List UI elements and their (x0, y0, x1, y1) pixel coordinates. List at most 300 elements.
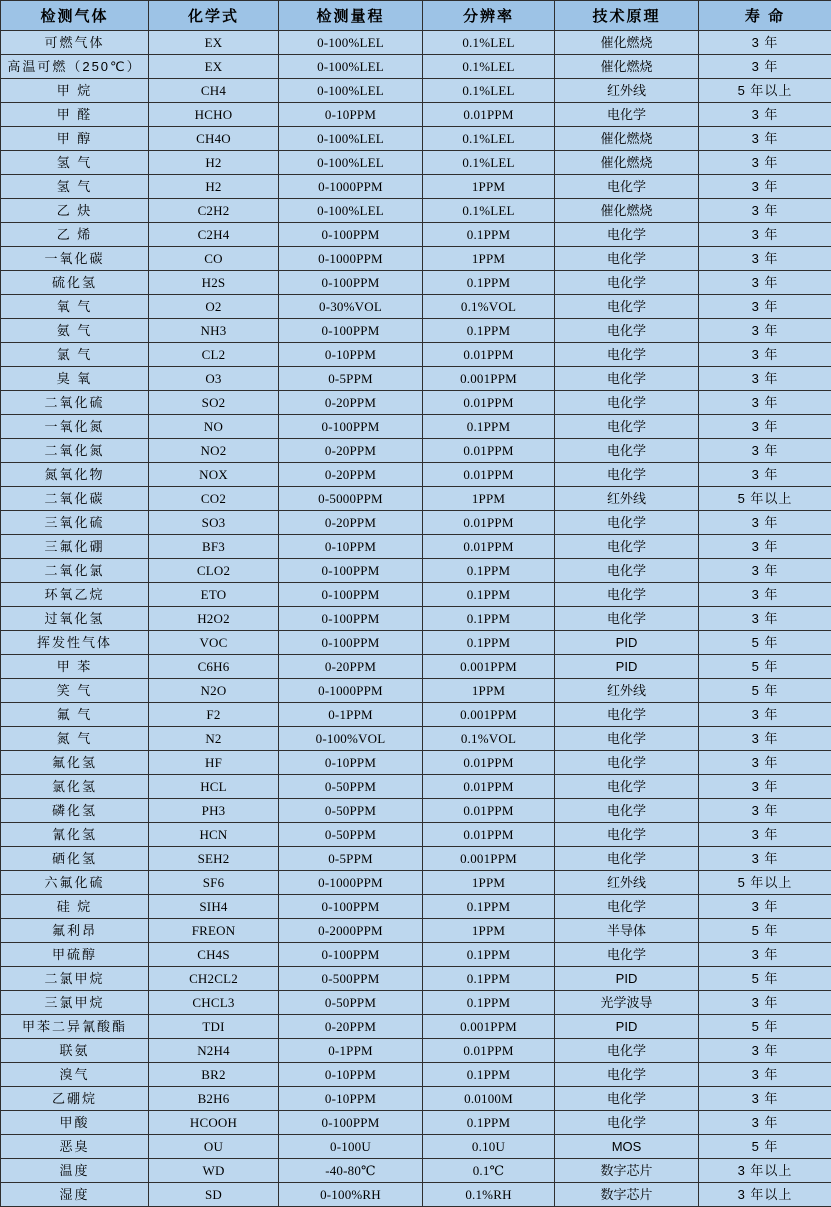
table-row (1, 175, 831, 199)
column-header-lifespan: 寿 命 (699, 1, 831, 31)
lifespan-cell: 3 年 (699, 55, 831, 79)
lifespan-cell: 5 年以上 (699, 487, 831, 511)
gas-name-cell: 甲酸 (1, 1111, 149, 1135)
technical-principle-cell: 电化学 (555, 1039, 699, 1063)
table-row (1, 607, 831, 631)
table-row (1, 583, 831, 607)
chemical-formula-cell: NH3 (149, 319, 279, 343)
resolution-cell: 0.01PPM (423, 1039, 555, 1063)
detection-range-cell: 0-5PPM (279, 847, 423, 871)
resolution-cell: 0.1PPM (423, 607, 555, 631)
resolution-cell: 0.1PPM (423, 1111, 555, 1135)
lifespan-cell: 5 年以上 (699, 79, 831, 103)
table-row (1, 223, 831, 247)
chemical-formula-cell: H2 (149, 151, 279, 175)
detection-range-cell: 0-100%LEL (279, 127, 423, 151)
table-header-row (1, 1, 831, 31)
technical-principle-cell: 红外线 (555, 487, 699, 511)
gas-name-cell: 硅 烷 (1, 895, 149, 919)
lifespan-cell: 5 年 (699, 1015, 831, 1039)
technical-principle-cell: 催化燃烧 (555, 31, 699, 55)
table-row (1, 775, 831, 799)
resolution-cell: 1PPM (423, 487, 555, 511)
chemical-formula-cell: PH3 (149, 799, 279, 823)
technical-principle-cell: 电化学 (555, 751, 699, 775)
lifespan-cell: 3 年 (699, 271, 831, 295)
table-row (1, 1183, 831, 1207)
resolution-cell: 0.001PPM (423, 367, 555, 391)
chemical-formula-cell: VOC (149, 631, 279, 655)
table-row (1, 199, 831, 223)
lifespan-cell: 3 年 (699, 775, 831, 799)
gas-name-cell: 二氧化硫 (1, 391, 149, 415)
detection-range-cell: 0-100PPM (279, 223, 423, 247)
resolution-cell: 0.1PPM (423, 631, 555, 655)
technical-principle-cell: 电化学 (555, 703, 699, 727)
resolution-cell: 0.10U (423, 1135, 555, 1159)
table-row (1, 271, 831, 295)
lifespan-cell: 3 年 (699, 295, 831, 319)
gas-name-cell: 甲硫醇 (1, 943, 149, 967)
lifespan-cell: 5 年以上 (699, 871, 831, 895)
detection-range-cell: 0-10PPM (279, 1087, 423, 1111)
technical-principle-cell: 半导体 (555, 919, 699, 943)
detection-range-cell: 0-20PPM (279, 1015, 423, 1039)
lifespan-cell: 3 年 (699, 727, 831, 751)
resolution-cell: 0.1%LEL (423, 127, 555, 151)
chemical-formula-cell: HF (149, 751, 279, 775)
gas-name-cell: 恶臭 (1, 1135, 149, 1159)
lifespan-cell: 3 年 (699, 343, 831, 367)
resolution-cell: 0.1PPM (423, 895, 555, 919)
table-row (1, 871, 831, 895)
gas-name-cell: 溴气 (1, 1063, 149, 1087)
chemical-formula-cell: O3 (149, 367, 279, 391)
column-header-chemical-formula: 化学式 (149, 1, 279, 31)
chemical-formula-cell: B2H6 (149, 1087, 279, 1111)
gas-name-cell: 挥发性气体 (1, 631, 149, 655)
table-row (1, 55, 831, 79)
chemical-formula-cell: SO2 (149, 391, 279, 415)
table-row (1, 847, 831, 871)
gas-name-cell: 笑 气 (1, 679, 149, 703)
detection-range-cell: 0-100PPM (279, 631, 423, 655)
chemical-formula-cell: HCOOH (149, 1111, 279, 1135)
chemical-formula-cell: BF3 (149, 535, 279, 559)
technical-principle-cell: 电化学 (555, 319, 699, 343)
detection-range-cell: 0-100%LEL (279, 199, 423, 223)
technical-principle-cell: 电化学 (555, 583, 699, 607)
resolution-cell: 0.1%VOL (423, 295, 555, 319)
resolution-cell: 0.1%VOL (423, 727, 555, 751)
detection-range-cell: 0-100PPM (279, 415, 423, 439)
lifespan-cell: 5 年 (699, 1135, 831, 1159)
table-row (1, 1087, 831, 1111)
technical-principle-cell: 红外线 (555, 79, 699, 103)
chemical-formula-cell: H2S (149, 271, 279, 295)
technical-principle-cell: 电化学 (555, 247, 699, 271)
technical-principle-cell: PID (555, 631, 699, 655)
detection-range-cell: 0-1PPM (279, 1039, 423, 1063)
table-body (1, 31, 831, 1207)
resolution-cell: 0.01PPM (423, 439, 555, 463)
technical-principle-cell: 电化学 (555, 367, 699, 391)
chemical-formula-cell: SEH2 (149, 847, 279, 871)
gas-name-cell: 磷化氢 (1, 799, 149, 823)
chemical-formula-cell: HCHO (149, 103, 279, 127)
detection-range-cell: -40-80℃ (279, 1159, 423, 1183)
gas-name-cell: 乙硼烷 (1, 1087, 149, 1111)
resolution-cell: 0.1%LEL (423, 151, 555, 175)
technical-principle-cell: 电化学 (555, 1111, 699, 1135)
table-row (1, 919, 831, 943)
chemical-formula-cell: EX (149, 31, 279, 55)
detection-range-cell: 0-5000PPM (279, 487, 423, 511)
lifespan-cell: 3 年 (699, 895, 831, 919)
gas-name-cell: 氯化氢 (1, 775, 149, 799)
gas-name-cell: 联氨 (1, 1039, 149, 1063)
table-row (1, 535, 831, 559)
lifespan-cell: 3 年 (699, 607, 831, 631)
technical-principle-cell: 电化学 (555, 727, 699, 751)
resolution-cell: 0.01PPM (423, 535, 555, 559)
table-row (1, 1159, 831, 1183)
resolution-cell: 0.01PPM (423, 823, 555, 847)
chemical-formula-cell: TDI (149, 1015, 279, 1039)
technical-principle-cell: 电化学 (555, 607, 699, 631)
lifespan-cell: 3 年 (699, 1039, 831, 1063)
technical-principle-cell: 电化学 (555, 559, 699, 583)
detection-range-cell: 0-20PPM (279, 463, 423, 487)
chemical-formula-cell: NO2 (149, 439, 279, 463)
technical-principle-cell: 电化学 (555, 943, 699, 967)
table-row (1, 703, 831, 727)
technical-principle-cell: 电化学 (555, 175, 699, 199)
column-header-resolution: 分辨率 (423, 1, 555, 31)
table-row (1, 1039, 831, 1063)
column-header-gas-name: 检测气体 (1, 1, 149, 31)
gas-name-cell: 硫化氢 (1, 271, 149, 295)
lifespan-cell: 3 年 (699, 367, 831, 391)
table-row (1, 967, 831, 991)
detection-range-cell: 0-2000PPM (279, 919, 423, 943)
resolution-cell: 1PPM (423, 175, 555, 199)
detection-range-cell: 0-1000PPM (279, 871, 423, 895)
detection-range-cell: 0-100PPM (279, 895, 423, 919)
resolution-cell: 0.01PPM (423, 751, 555, 775)
detection-range-cell: 0-20PPM (279, 391, 423, 415)
chemical-formula-cell: N2O (149, 679, 279, 703)
lifespan-cell: 3 年以上 (699, 1159, 831, 1183)
column-header-detection-range: 检测量程 (279, 1, 423, 31)
technical-principle-cell: 电化学 (555, 463, 699, 487)
technical-principle-cell: 催化燃烧 (555, 151, 699, 175)
detection-range-cell: 0-100U (279, 1135, 423, 1159)
chemical-formula-cell: NOX (149, 463, 279, 487)
resolution-cell: 0.01PPM (423, 799, 555, 823)
resolution-cell: 1PPM (423, 871, 555, 895)
chemical-formula-cell: CH4O (149, 127, 279, 151)
table-row (1, 559, 831, 583)
gas-name-cell: 温度 (1, 1159, 149, 1183)
table-row (1, 727, 831, 751)
gas-name-cell: 氧 气 (1, 295, 149, 319)
table-row (1, 943, 831, 967)
gas-name-cell: 甲 烷 (1, 79, 149, 103)
chemical-formula-cell: CH4 (149, 79, 279, 103)
resolution-cell: 0.1PPM (423, 583, 555, 607)
table-row (1, 247, 831, 271)
lifespan-cell: 3 年 (699, 535, 831, 559)
detection-range-cell: 0-100PPM (279, 583, 423, 607)
technical-principle-cell: 电化学 (555, 1063, 699, 1087)
table-row (1, 487, 831, 511)
detection-range-cell: 0-20PPM (279, 439, 423, 463)
chemical-formula-cell: SF6 (149, 871, 279, 895)
chemical-formula-cell: SD (149, 1183, 279, 1207)
gas-name-cell: 氟 气 (1, 703, 149, 727)
table-row (1, 391, 831, 415)
chemical-formula-cell: OU (149, 1135, 279, 1159)
gas-name-cell: 高温可燃（250℃） (1, 55, 149, 79)
technical-principle-cell: PID (555, 967, 699, 991)
technical-principle-cell: 红外线 (555, 679, 699, 703)
technical-principle-cell: 电化学 (555, 1087, 699, 1111)
technical-principle-cell: 电化学 (555, 415, 699, 439)
gas-name-cell: 氯 气 (1, 343, 149, 367)
table-row (1, 511, 831, 535)
lifespan-cell: 3 年 (699, 751, 831, 775)
table-row (1, 1135, 831, 1159)
chemical-formula-cell: CO2 (149, 487, 279, 511)
lifespan-cell: 3 年 (699, 223, 831, 247)
table-row (1, 439, 831, 463)
lifespan-cell: 5 年 (699, 655, 831, 679)
gas-name-cell: 甲 苯 (1, 655, 149, 679)
table-row (1, 319, 831, 343)
lifespan-cell: 3 年 (699, 247, 831, 271)
detection-range-cell: 0-20PPM (279, 511, 423, 535)
resolution-cell: 0.1PPM (423, 1063, 555, 1087)
table-row (1, 1111, 831, 1135)
technical-principle-cell: 电化学 (555, 271, 699, 295)
lifespan-cell: 3 年 (699, 991, 831, 1015)
lifespan-cell: 3 年 (699, 559, 831, 583)
gas-name-cell: 氮 气 (1, 727, 149, 751)
lifespan-cell: 3 年 (699, 103, 831, 127)
detection-range-cell: 0-1000PPM (279, 247, 423, 271)
column-header-technical-principle: 技术原理 (555, 1, 699, 31)
lifespan-cell: 3 年 (699, 1063, 831, 1087)
resolution-cell: 0.1PPM (423, 415, 555, 439)
technical-principle-cell: 电化学 (555, 511, 699, 535)
chemical-formula-cell: EX (149, 55, 279, 79)
detection-range-cell: 0-1PPM (279, 703, 423, 727)
technical-principle-cell: MOS (555, 1135, 699, 1159)
table-row (1, 463, 831, 487)
detection-range-cell: 0-50PPM (279, 991, 423, 1015)
technical-principle-cell: 电化学 (555, 391, 699, 415)
chemical-formula-cell: H2 (149, 175, 279, 199)
detection-range-cell: 0-50PPM (279, 799, 423, 823)
detection-range-cell: 0-5PPM (279, 367, 423, 391)
resolution-cell: 1PPM (423, 247, 555, 271)
detection-range-cell: 0-100%LEL (279, 151, 423, 175)
chemical-formula-cell: C6H6 (149, 655, 279, 679)
lifespan-cell: 3 年 (699, 127, 831, 151)
table-row (1, 79, 831, 103)
lifespan-cell: 3 年 (699, 415, 831, 439)
gas-name-cell: 一氧化碳 (1, 247, 149, 271)
technical-principle-cell: PID (555, 655, 699, 679)
lifespan-cell: 3 年 (699, 823, 831, 847)
chemical-formula-cell: CHCL3 (149, 991, 279, 1015)
detection-range-cell: 0-100%LEL (279, 31, 423, 55)
table-row (1, 31, 831, 55)
gas-name-cell: 氟利昂 (1, 919, 149, 943)
gas-name-cell: 可燃气体 (1, 31, 149, 55)
detection-range-cell: 0-1000PPM (279, 679, 423, 703)
table-header (1, 1, 831, 31)
technical-principle-cell: 电化学 (555, 439, 699, 463)
technical-principle-cell: 光学波导 (555, 991, 699, 1015)
chemical-formula-cell: SIH4 (149, 895, 279, 919)
detection-range-cell: 0-100%VOL (279, 727, 423, 751)
technical-principle-cell: 电化学 (555, 799, 699, 823)
gas-name-cell: 三氟化硼 (1, 535, 149, 559)
gas-name-cell: 甲 醛 (1, 103, 149, 127)
resolution-cell: 0.1PPM (423, 319, 555, 343)
table-row (1, 415, 831, 439)
gas-name-cell: 乙 炔 (1, 199, 149, 223)
detection-range-cell: 0-10PPM (279, 103, 423, 127)
resolution-cell: 0.001PPM (423, 655, 555, 679)
chemical-formula-cell: O2 (149, 295, 279, 319)
technical-principle-cell: 电化学 (555, 223, 699, 247)
gas-name-cell: 硒化氢 (1, 847, 149, 871)
technical-principle-cell: 催化燃烧 (555, 199, 699, 223)
resolution-cell: 0.01PPM (423, 343, 555, 367)
table-row (1, 151, 831, 175)
chemical-formula-cell: CL2 (149, 343, 279, 367)
gas-name-cell: 二氧化碳 (1, 487, 149, 511)
detection-range-cell: 0-100PPM (279, 271, 423, 295)
detection-range-cell: 0-500PPM (279, 967, 423, 991)
gas-name-cell: 湿度 (1, 1183, 149, 1207)
table-row (1, 367, 831, 391)
resolution-cell: 0.01PPM (423, 391, 555, 415)
chemical-formula-cell: CO (149, 247, 279, 271)
resolution-cell: 0.001PPM (423, 847, 555, 871)
resolution-cell: 0.1%LEL (423, 199, 555, 223)
table-row (1, 343, 831, 367)
lifespan-cell: 3 年 (699, 391, 831, 415)
resolution-cell: 0.01PPM (423, 775, 555, 799)
technical-principle-cell: 数字芯片 (555, 1159, 699, 1183)
detection-range-cell: 0-100PPM (279, 607, 423, 631)
lifespan-cell: 5 年 (699, 679, 831, 703)
resolution-cell: 1PPM (423, 679, 555, 703)
resolution-cell: 0.1PPM (423, 559, 555, 583)
chemical-formula-cell: CH2CL2 (149, 967, 279, 991)
resolution-cell: 0.01PPM (423, 103, 555, 127)
detection-range-cell: 0-10PPM (279, 751, 423, 775)
chemical-formula-cell: HCN (149, 823, 279, 847)
detection-range-cell: 0-100PPM (279, 1111, 423, 1135)
gas-name-cell: 甲 醇 (1, 127, 149, 151)
gas-name-cell: 氨 气 (1, 319, 149, 343)
gas-name-cell: 氟化氢 (1, 751, 149, 775)
chemical-formula-cell: BR2 (149, 1063, 279, 1087)
chemical-formula-cell: WD (149, 1159, 279, 1183)
chemical-formula-cell: ETO (149, 583, 279, 607)
chemical-formula-cell: C2H4 (149, 223, 279, 247)
chemical-formula-cell: CLO2 (149, 559, 279, 583)
table-row (1, 823, 831, 847)
gas-name-cell: 氰化氢 (1, 823, 149, 847)
lifespan-cell: 3 年 (699, 1087, 831, 1111)
table-row (1, 679, 831, 703)
resolution-cell: 0.001PPM (423, 1015, 555, 1039)
chemical-formula-cell: FREON (149, 919, 279, 943)
gas-name-cell: 二氧化氮 (1, 439, 149, 463)
gas-name-cell: 二氧化氯 (1, 559, 149, 583)
chemical-formula-cell: HCL (149, 775, 279, 799)
chemical-formula-cell: N2H4 (149, 1039, 279, 1063)
chemical-formula-cell: H2O2 (149, 607, 279, 631)
table-row (1, 895, 831, 919)
lifespan-cell: 3 年 (699, 847, 831, 871)
gas-name-cell: 氮氧化物 (1, 463, 149, 487)
lifespan-cell: 3 年 (699, 943, 831, 967)
detection-range-cell: 0-100PPM (279, 943, 423, 967)
gas-name-cell: 甲苯二异氰酸酯 (1, 1015, 149, 1039)
detection-range-cell: 0-30%VOL (279, 295, 423, 319)
table-row (1, 991, 831, 1015)
lifespan-cell: 3 年以上 (699, 1183, 831, 1207)
resolution-cell: 0.1%LEL (423, 31, 555, 55)
resolution-cell: 1PPM (423, 919, 555, 943)
chemical-formula-cell: SO3 (149, 511, 279, 535)
detection-range-cell: 0-1000PPM (279, 175, 423, 199)
resolution-cell: 0.1PPM (423, 943, 555, 967)
resolution-cell: 0.1%LEL (423, 79, 555, 103)
gas-name-cell: 乙 烯 (1, 223, 149, 247)
gas-name-cell: 三氯甲烷 (1, 991, 149, 1015)
detection-range-cell: 0-100%RH (279, 1183, 423, 1207)
technical-principle-cell: 红外线 (555, 871, 699, 895)
resolution-cell: 0.01PPM (423, 511, 555, 535)
lifespan-cell: 3 年 (699, 1111, 831, 1135)
gas-name-cell: 氢 气 (1, 175, 149, 199)
detection-range-cell: 0-10PPM (279, 535, 423, 559)
detection-range-cell: 0-100%LEL (279, 79, 423, 103)
resolution-cell: 0.1PPM (423, 991, 555, 1015)
lifespan-cell: 3 年 (699, 31, 831, 55)
technical-principle-cell: 电化学 (555, 535, 699, 559)
technical-principle-cell: 电化学 (555, 847, 699, 871)
detection-range-cell: 0-10PPM (279, 1063, 423, 1087)
chemical-formula-cell: CH4S (149, 943, 279, 967)
gas-name-cell: 环氧乙烷 (1, 583, 149, 607)
resolution-cell: 0.1%RH (423, 1183, 555, 1207)
resolution-cell: 0.1PPM (423, 967, 555, 991)
gas-name-cell: 过氧化氢 (1, 607, 149, 631)
table-row (1, 799, 831, 823)
detection-range-cell: 0-50PPM (279, 823, 423, 847)
lifespan-cell: 5 年 (699, 919, 831, 943)
gas-name-cell: 氢 气 (1, 151, 149, 175)
